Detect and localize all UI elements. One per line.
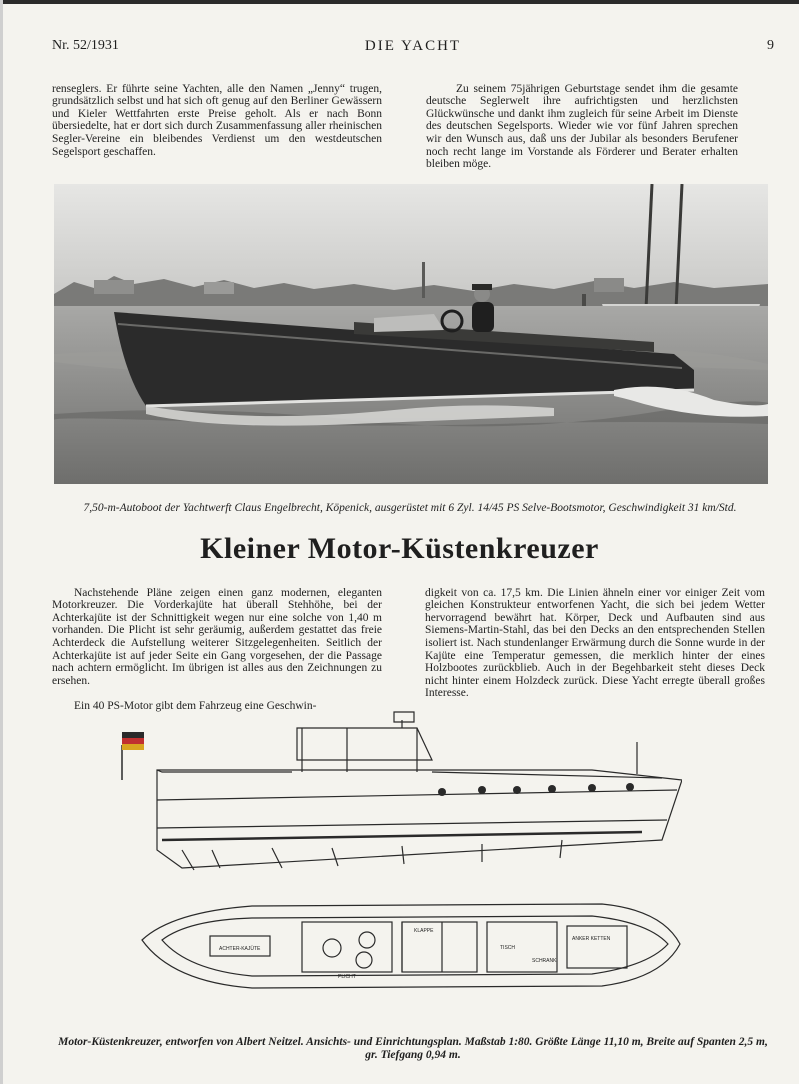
plan-label-plicht: PLICHT <box>338 974 356 980</box>
plan-label-klappe: KLAPPE <box>414 928 434 934</box>
issue-number: Nr. 52/1931 <box>52 38 119 53</box>
flag-gold <box>122 744 144 750</box>
article-column-top-right <box>426 70 762 196</box>
page-header <box>52 38 774 60</box>
plan-label-tisch: TISCH <box>500 945 515 951</box>
article-headline: Kleiner Motor-Küstenkreuzer <box>200 532 599 565</box>
flag-black <box>122 732 144 738</box>
construction-plan <box>102 700 682 1030</box>
plan-label-anker-ketten: ANKER KETTEN <box>572 936 611 942</box>
motorboat-photo-image <box>54 184 768 484</box>
page-top-rule <box>0 0 799 4</box>
paragraph: digkeit von ca. 17,5 km. Die Linien ähneln einer vor einiger Zeit vom gleichen Konstrukteur entworfenen Yacht, die sich bei jedem Wetter hervorragend bewährt hat. Körper, Deck und Aufbauten sind aus Siemens-Martin-Stahl, das bei den Decks an den entsprechenden Stellen isoliert ist. Nach stundenlanger Erwärmung durch die Sonne wurde in der Kajüte eine Temperatur gemessen, die merklich hinter der eines Holzbootes zurückblieb. Auch in der Begehbarkeit steht dieses Deck nicht hinter einem Holzdeck zurück. Diese Yacht erregte überall großes Interesse. <box>425 586 765 700</box>
construction-plan-drawing <box>102 700 682 1030</box>
plan-label-schrank: SCHRANK <box>532 958 557 964</box>
page-number: 9 <box>767 38 774 53</box>
paragraph: Nachstehende Pläne zeigen einen ganz modernen, eleganten Motorkreuzer. Die Vorderkajüte hat überall Stehhöhe, bei der Achterkajüte ist der Schnittigkeit wegen nur eine solche von 1,40 m vorhanden. Die Plicht ist sehr geräumig, außerdem gestattet das freie Achterdeck die Aufstellung weiterer Sitzgelegenheiten. Seitlich der Achterkajüte ist auf jeder Seite ein Gang vorgesehen, der die Passage nach achtern ermöglicht. Im übrigen ist alles aus den Zeichnungen zu ersehen. <box>52 586 382 687</box>
paragraph: Zu seinem 75jährigen Geburtstage sendet ihm die gesamte deutsche Seglerwelt ihre aufrichtigsten und herzlichsten Glückwünsche und dankt ihm zugleich für seine Arbeit im Dienste des deutschen Segelsports. Wieder wie vor fünf Jahren sprechen wir den Wunsch aus, daß uns der Jubilar als besonders Berufener noch recht lange im Vorstande als Förderer und Berater erhalten bleiben möge. <box>426 82 738 171</box>
article-column-top-left <box>52 70 382 171</box>
plan-label-achter-kajuete: ACHTER-KAJÜTE <box>219 946 261 952</box>
magazine-title: DIE YACHT <box>364 38 462 54</box>
flag-red <box>122 738 144 744</box>
paragraph: Ein 40 PS-Motor gibt dem Fahrzeug eine Geschwin- <box>74 699 317 712</box>
photo-caption: 7,50-m-Autoboot der Yachtwerft Claus Engelbrecht, Köpenick, ausgerüstet mit 6 Zyl. 14/45 PS Selve-Bootsmotor, Geschwindigkeit 31 km/Std. <box>83 502 737 514</box>
motorboat-photo <box>54 184 768 484</box>
article-column-mid-right <box>425 574 765 713</box>
plan-caption: Motor-Küstenkreuzer, entworfen von Albert Neitzel. Ansichts- und Einrichtungsplan. Maßstab 1:80. Größte Länge 11,10 m, Breite auf Spanten 2,5 m, gr. Tiefgang 0,94 m. <box>58 1036 768 1061</box>
paragraph: renseglers. Er führte seine Yachten, alle den Namen „Jenny“ trugen, grundsätzlich selbst und hat sich oft genug auf den Berliner Gewässern und Kieler Wettfahrten erste Preise geholt. Als er nach Bonn übersiedelte, hat er dort sich durch Zusammenfassung aller rheinischen Segler-Vereine ein bleibendes Verdienst um den westdeutschen Segelsport geschaffen. <box>52 82 382 158</box>
